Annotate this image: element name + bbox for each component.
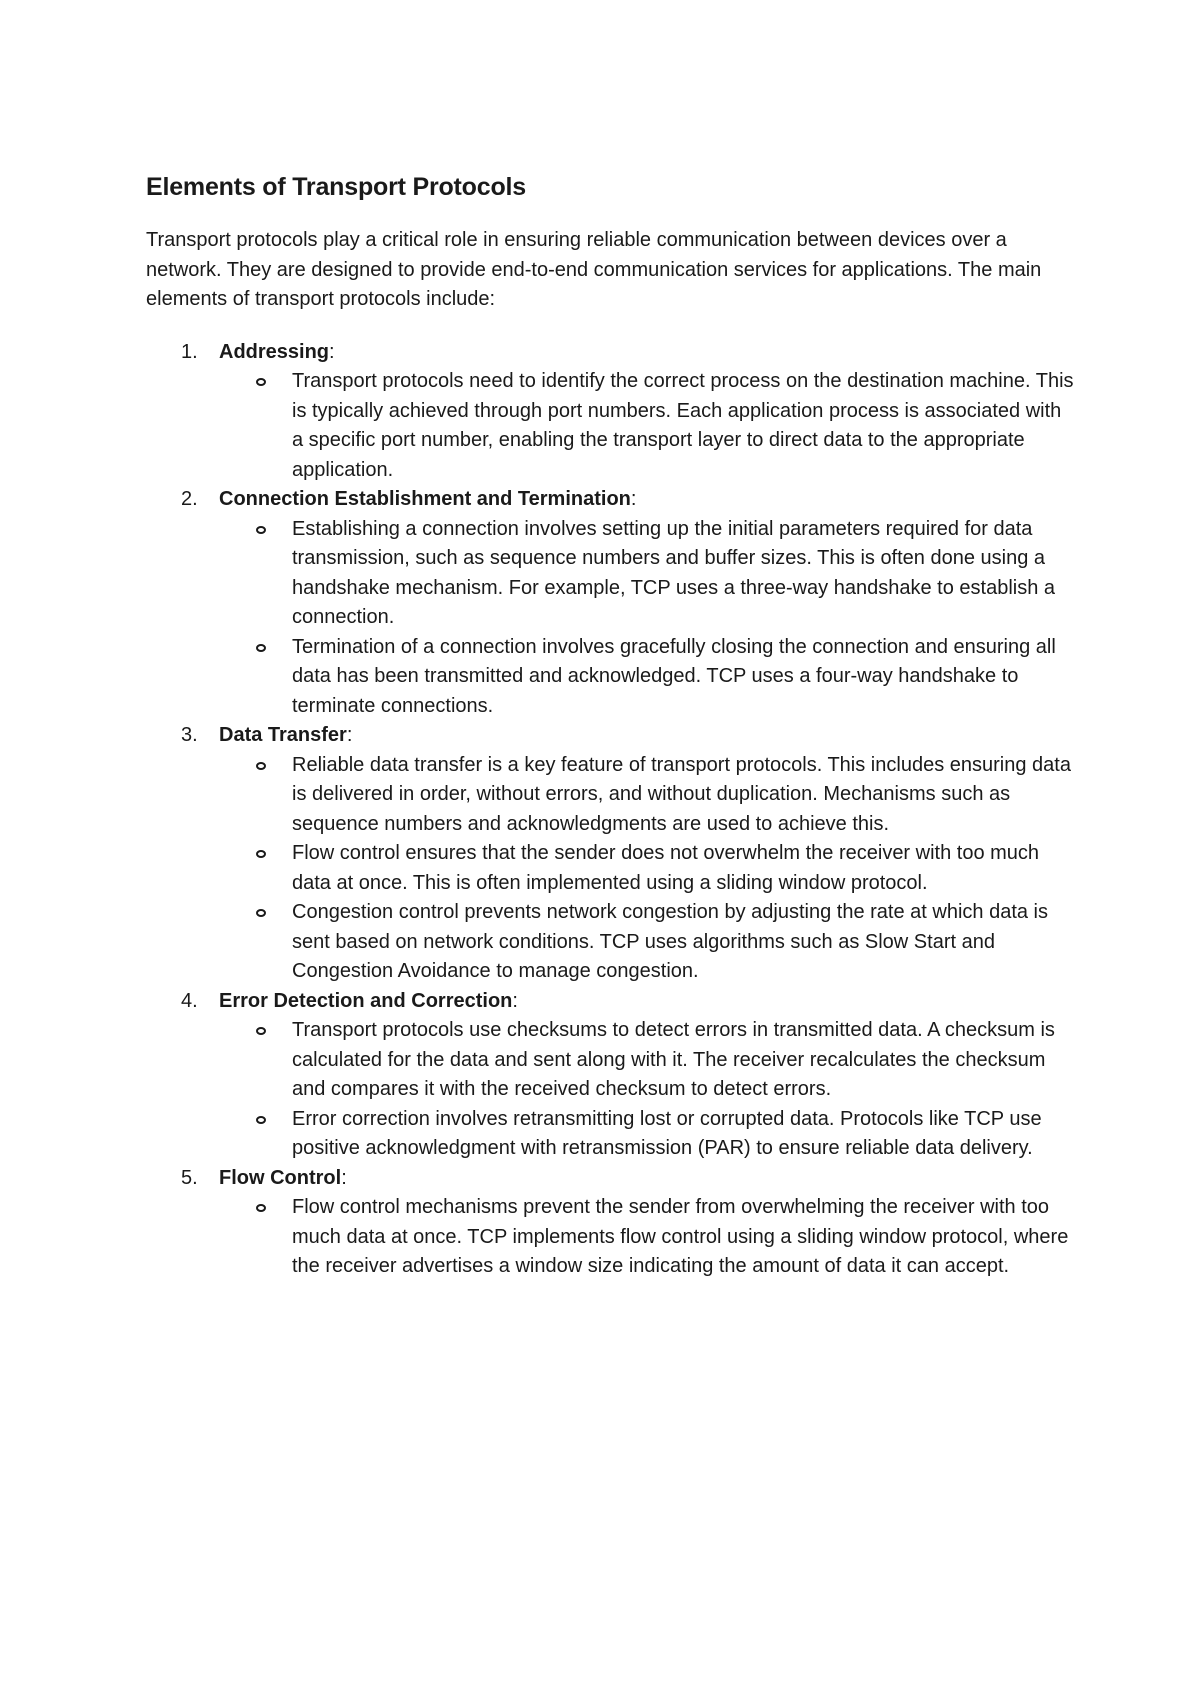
section-heading-text: Flow Control: [219, 1166, 342, 1189]
bullet-list: [219, 367, 1076, 485]
intro-paragraph: Transport protocols play a critical role in ensuring reliable communication between devices over a network. They are designed to provide end-to-end communication services for applications. The main elements of transport protocols include:: [146, 229, 1042, 310]
hollow-circle-bullet-icon: [256, 909, 266, 917]
hollow-circle-bullet-icon: [256, 1027, 266, 1035]
hollow-circle-bullet-icon: [256, 762, 266, 770]
bullet-item: [219, 1016, 1076, 1105]
bullet-text: Termination of a connection involves gracefully closing the connection and ensuring all data has been transmitted and acknowledged. TCP uses a four-way handshake to terminate connections.: [292, 635, 1056, 717]
hollow-circle-bullet-icon: [256, 1116, 266, 1124]
section-heading: [219, 987, 1076, 1017]
bullet-text: Flow control ensures that the sender does not overwhelm the receiver with too much data at once. This is often implemented using a sliding window protocol.: [292, 842, 1040, 894]
section-item: [146, 338, 1076, 486]
bullet-text: Transport protocols use checksums to detect errors in transmitted data. A checksum is calculated for the data and sent along with it. The receiver recalculates the checksum and compares it with the received checksum to detect errors.: [292, 1019, 1055, 1100]
bullet-item: [219, 1193, 1076, 1282]
section-heading: [219, 1164, 1076, 1194]
bullet-item: [219, 898, 1076, 987]
bullet-list: [219, 751, 1076, 987]
hollow-circle-bullet-icon: [256, 1204, 266, 1212]
section-heading: [219, 338, 1076, 368]
bullet-item: [219, 839, 1076, 898]
section-heading-colon: :: [346, 724, 353, 746]
section-heading-colon: :: [329, 340, 335, 363]
section-heading-text: Connection Establishment and Termination: [219, 488, 631, 510]
section-list: [146, 338, 1076, 1282]
section-heading: [219, 485, 1076, 515]
bullet-text: Transport protocols need to identify the correct process on the destination machine. This is typically achieved through port numbers. Each application process is associated with a specific port number, enabling the transport layer to direct data to the appropriate application.: [292, 370, 1074, 481]
bullet-item: [219, 367, 1076, 485]
hollow-circle-bullet-icon: [256, 378, 266, 386]
hollow-circle-bullet-icon: [256, 526, 266, 534]
section-number: 3.: [181, 724, 198, 746]
section-item: [146, 721, 1076, 987]
document-title: Elements of Transport Protocols: [146, 173, 526, 201]
bullet-list: [219, 515, 1076, 722]
section-heading-colon: :: [512, 989, 518, 1012]
bullet-text: Congestion control prevents network congestion by adjusting the rate at which data is sent based on network conditions. TCP uses algorithms such as Slow Start and Congestion Avoidance to manage congestion.: [292, 901, 1048, 982]
bullet-item: [219, 515, 1076, 633]
hollow-circle-bullet-icon: [256, 850, 266, 858]
section-heading-text: Addressing: [219, 340, 330, 363]
section-number: 4.: [181, 989, 198, 1012]
section-item: [146, 987, 1076, 1164]
section-number: 5.: [181, 1166, 198, 1189]
section-heading-text: Error Detection and Correction: [219, 989, 513, 1012]
bullet-item: [219, 1105, 1076, 1164]
section-heading-colon: :: [630, 488, 637, 510]
bullet-text: Reliable data transfer is a key feature of transport protocols. This includes ensuring data is delivered in order, without errors, and without duplication. Mechanisms such as sequence numbers and acknowledgments are used to achieve this.: [292, 753, 1071, 835]
bullet-list: [219, 1193, 1076, 1282]
section-heading: [219, 721, 1076, 751]
hollow-circle-bullet-icon: [256, 644, 266, 652]
section-heading-text: Data Transfer: [219, 724, 347, 746]
section-number: 1.: [181, 340, 198, 363]
bullet-text: Error correction involves retransmitting lost or corrupted data. Protocols like TCP use positive acknowledgment with retransmission (PAR) to ensure reliable data delivery.: [292, 1107, 1042, 1159]
section-number: 2.: [181, 488, 198, 510]
section-item: [146, 1164, 1076, 1282]
bullet-item: [219, 751, 1076, 840]
section-item: [146, 485, 1076, 721]
bullet-list: [219, 1016, 1076, 1164]
bullet-item: [219, 633, 1076, 722]
document-page: [146, 170, 1076, 1282]
bullet-text: Establishing a connection involves setting up the initial parameters required for data transmission, such as sequence numbers and buffer sizes. This is often done using a handshake mechanism. For example, TCP uses a three-way handshake to establish a connection.: [292, 517, 1056, 628]
bullet-text: Flow control mechanisms prevent the sender from overwhelming the receiver with too much data at once. TCP implements flow control using a sliding window protocol, where the receiver advertises a window size indicating the amount of data it can accept.: [292, 1196, 1069, 1277]
section-heading-colon: :: [341, 1166, 347, 1189]
